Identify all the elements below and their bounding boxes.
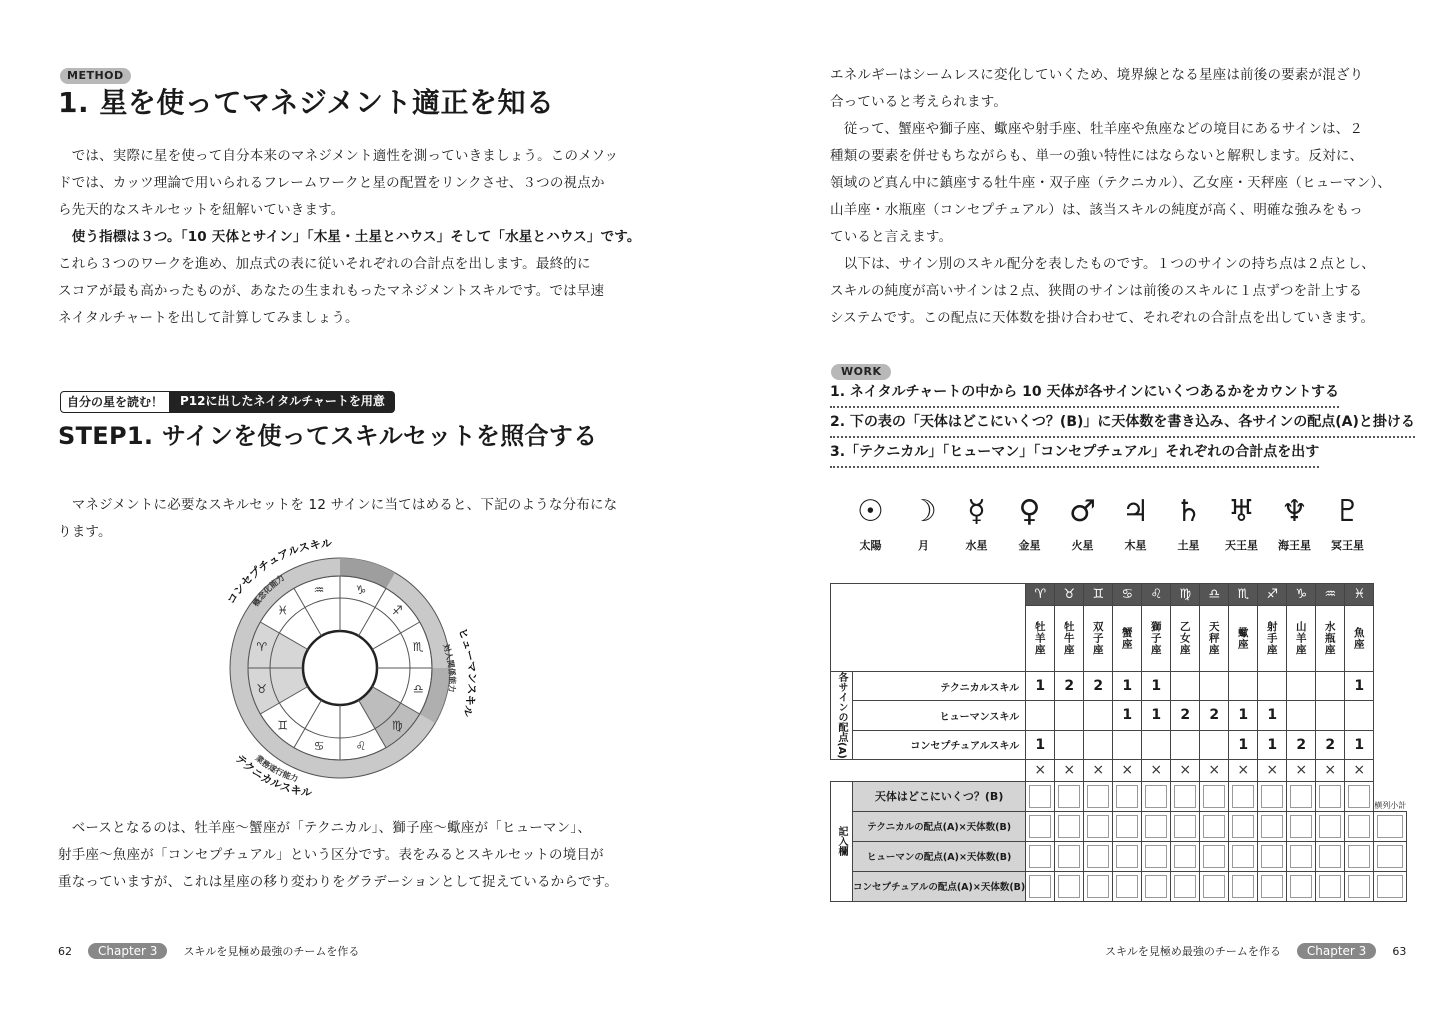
score-grid — [830, 583, 1407, 902]
product-input-box[interactable] — [1084, 811, 1113, 841]
work-tag: WORK — [831, 364, 891, 380]
product-input-box[interactable] — [1229, 811, 1258, 841]
zodiac-sign-icon: ♊ — [277, 718, 289, 733]
count-input-box[interactable] — [1229, 781, 1258, 811]
step-line: ります。 — [58, 524, 112, 540]
sign-name: 乙女座 — [1171, 606, 1200, 672]
work-step: 2. 下の表の「天体はどこにいくつ？(B)」に天体数を書き込み、各サインの配点(A)と掛ける — [830, 408, 1415, 438]
left-footer — [58, 943, 359, 959]
product-input-box[interactable] — [1113, 871, 1142, 901]
step-badge — [60, 391, 395, 413]
zodiac-sign-icon: ♐ — [391, 603, 403, 618]
sign-name: 射手座 — [1258, 606, 1287, 672]
point-cell — [1084, 701, 1113, 730]
skill-label: ヒューマンスキル — [853, 701, 1026, 730]
product-input-box[interactable] — [1258, 841, 1287, 871]
sign-name: 牡牛座 — [1055, 606, 1084, 672]
human-skill-label: ヒューマンスキル — [455, 626, 479, 719]
planet-name: 火星 — [1071, 539, 1094, 552]
sign-name: 水瓶座 — [1316, 606, 1345, 672]
point-cell: 2 — [1084, 672, 1113, 701]
product-input-box[interactable] — [1142, 841, 1171, 871]
point-cell: 1 — [1026, 672, 1055, 701]
point-cell — [1258, 672, 1287, 701]
point-cell: 2 — [1171, 701, 1200, 730]
work-steps — [830, 378, 1415, 468]
point-cell: 1 — [1142, 701, 1171, 730]
zodiac-sign-icon: ♈ — [256, 640, 268, 655]
product-input-box[interactable] — [1316, 811, 1345, 841]
zodiac-sign-icon: ♒ — [1316, 584, 1345, 606]
multiply-sign: × — [1316, 759, 1345, 781]
point-cell: 1 — [1229, 701, 1258, 730]
product-input-box[interactable] — [1055, 811, 1084, 841]
planet-saturn — [1162, 495, 1215, 553]
page-number: 63 — [1392, 944, 1407, 958]
count-input-box[interactable] — [1258, 781, 1287, 811]
method-tag: METHOD — [60, 68, 131, 84]
planet-pluto — [1321, 495, 1374, 553]
product-input-box[interactable] — [1113, 841, 1142, 871]
count-label: 天体はどこにいくつ？(B) — [853, 781, 1026, 811]
point-cell: 1 — [1345, 730, 1374, 759]
multiply-sign: × — [1229, 759, 1258, 781]
sign-name: 蟹座 — [1113, 606, 1142, 672]
chapter-pill: Chapter 3 — [1297, 943, 1376, 959]
point-cell — [1026, 701, 1055, 730]
moon-icon: ☽ — [910, 494, 937, 529]
point-cell: 2 — [1287, 730, 1316, 759]
mercury-icon: ☿ — [967, 494, 986, 529]
intro-line: ネイタルチャートを出して計算してみましょう。 — [58, 310, 359, 326]
multiply-sign: × — [1142, 759, 1171, 781]
planet-name: 金星 — [1018, 539, 1041, 552]
count-input-box[interactable] — [1084, 781, 1113, 811]
point-cell — [1287, 701, 1316, 730]
point-cell — [1055, 701, 1084, 730]
product-input-box[interactable] — [1171, 811, 1200, 841]
zodiac-sign-icon: ♌ — [1142, 584, 1171, 606]
times-row — [831, 759, 1407, 781]
product-input-box[interactable] — [1229, 841, 1258, 871]
scoring-table — [830, 583, 1407, 902]
neptune-icon: ♆ — [1281, 494, 1308, 529]
product-input-box[interactable] — [1171, 841, 1200, 871]
multiply-sign: × — [1258, 759, 1287, 781]
intro-line: ら先天的なスキルセットを紐解いていきます。 — [58, 202, 345, 218]
product-label: テクニカルの配点(A)×天体数(B) — [853, 811, 1026, 841]
point-cell — [1055, 730, 1084, 759]
right-line: 領域のど真ん中に鎮座する牡牛座・双子座（テクニカル）、乙女座・天秤座（ヒューマン）、 — [830, 175, 1392, 191]
subtotal-input-box[interactable] — [1374, 841, 1407, 871]
planet-mars — [1056, 495, 1109, 553]
point-cell — [1200, 730, 1229, 759]
planet-name: 月 — [918, 539, 929, 552]
product-input-box[interactable] — [1287, 871, 1316, 901]
count-input-box[interactable] — [1113, 781, 1142, 811]
product-row — [831, 841, 1407, 871]
right-line: ていると言えます。 — [830, 229, 953, 245]
planet-sun — [844, 495, 897, 553]
product-input-box[interactable] — [1026, 871, 1055, 901]
skill-wheel-diagram — [215, 535, 485, 805]
footer-title: スキルを見極め最強のチームを作る — [1105, 945, 1281, 958]
product-input-box[interactable] — [1026, 811, 1055, 841]
product-row — [831, 811, 1407, 841]
base-paragraph — [58, 815, 618, 896]
point-cell — [1229, 672, 1258, 701]
planet-uranus — [1215, 495, 1268, 553]
points-row — [831, 730, 1407, 759]
concept-skill-label: コンセプチュアルスキル — [224, 536, 333, 607]
footer-title: スキルを見極め最強のチームを作る — [183, 945, 360, 958]
right-line: 以下は、サイン別のスキル配分を表したものです。１つのサインの持ち点は２点とし、 — [830, 256, 1375, 272]
planet-name: 冥王星 — [1331, 539, 1364, 552]
venus-icon: ♀ — [1018, 494, 1041, 529]
point-cell: 1 — [1026, 730, 1055, 759]
product-input-box[interactable] — [1200, 871, 1229, 901]
svg-text:ヒューマンスキル — [455, 626, 478, 719]
zodiac-sign-icon: ♈ — [1026, 584, 1055, 606]
product-input-box[interactable] — [1200, 811, 1229, 841]
intro-line: スコアが最も高かったものが、あなたの生まれもったマネジメントスキルです。では早速 — [58, 283, 605, 299]
intro-line: これら３つのワークを進め、加点式の表に従いそれぞれの合計点を出します。最終的に — [58, 256, 591, 272]
planet-name: 海王星 — [1278, 539, 1311, 552]
step-badge-label: 自分の星を読む！ — [60, 391, 170, 413]
count-input-box[interactable] — [1316, 781, 1345, 811]
count-row — [831, 781, 1407, 811]
point-cell — [1084, 730, 1113, 759]
pluto-icon: ♇ — [1334, 494, 1361, 529]
concept-skill-sub: 概念化能力 — [251, 573, 287, 609]
sign-name: 獅子座 — [1142, 606, 1171, 672]
multiply-sign: × — [1084, 759, 1113, 781]
chapter-pill: Chapter 3 — [88, 943, 167, 959]
subtotal-label: 横列小計 — [1374, 800, 1407, 810]
intro-line: ドでは、カッツ理論で用いられるフレームワークと星の配置をリンクさせ、３つの視点か — [58, 175, 605, 191]
point-cell: 2 — [1200, 701, 1229, 730]
product-input-box[interactable] — [1316, 871, 1345, 901]
count-input-box[interactable] — [1345, 781, 1374, 811]
multiply-sign: × — [1055, 759, 1084, 781]
right-line: 山羊座・水瓶座（コンセプチュアル）は、該当スキルの純度が高く、明確な強みをもっ — [830, 202, 1363, 218]
skill-label: テクニカルスキル — [853, 672, 1026, 701]
zodiac-sign-icon: ♏ — [412, 640, 424, 655]
step-badge-note: P12に出したネイタルチャートを用意 — [170, 391, 395, 413]
intro-line-bold: 使う指標は３つ。「10 天体とサイン」「木星・土星とハウス」そして「水星とハウス」です。 — [58, 229, 641, 245]
point-cell — [1287, 672, 1316, 701]
product-input-box[interactable] — [1084, 841, 1113, 871]
step-line: マネジメントに必要なスキルセットを 12 サインに当てはめると、下記のような分布にな — [58, 497, 618, 513]
planet-name: 太陽 — [859, 539, 882, 552]
zodiac-sign-icon: ♏ — [1229, 584, 1258, 606]
point-cell — [1171, 672, 1200, 701]
product-input-box[interactable] — [1287, 811, 1316, 841]
point-cell — [1345, 701, 1374, 730]
product-input-box[interactable] — [1113, 811, 1142, 841]
sign-name: 双子座 — [1084, 606, 1113, 672]
planet-jupiter — [1109, 495, 1162, 553]
page-number: 62 — [58, 944, 72, 958]
product-input-box[interactable] — [1345, 841, 1374, 871]
subtotal-input-box[interactable] — [1374, 811, 1407, 841]
count-input-box[interactable] — [1055, 781, 1084, 811]
intro-line: では、実際に星を使って自分本来のマネジメント適性を測っていきましょう。このメソッ — [58, 148, 619, 164]
right-line: エネルギーはシームレスに変化していくため、境界線となる星座は前後の要素が混ざり — [830, 67, 1364, 83]
product-input-box[interactable] — [1345, 811, 1374, 841]
technical-skill-label: テクニカルスキル — [232, 751, 313, 800]
product-input-box[interactable] — [1345, 871, 1374, 901]
product-input-box[interactable] — [1229, 871, 1258, 901]
step-title: STEP1. サインを使ってスキルセットを照合する — [58, 422, 598, 450]
product-input-box[interactable] — [1026, 841, 1055, 871]
multiply-sign: × — [1200, 759, 1229, 781]
point-cell: 1 — [1258, 730, 1287, 759]
base-line: ベースとなるのは、牡羊座〜蟹座が「テクニカル」、獅子座〜蠍座が「ヒューマン」、 — [58, 820, 592, 836]
uranus-icon: ♅ — [1228, 494, 1255, 529]
zodiac-sign-icon: ♍ — [1171, 584, 1200, 606]
jupiter-icon: ♃ — [1122, 494, 1149, 529]
zodiac-sign-icon: ♐ — [1258, 584, 1287, 606]
base-line: 射手座〜魚座が「コンセプチュアル」という区分です。表をみるとスキルセットの境目が — [58, 847, 604, 863]
skill-label: コンセプチュアルスキル — [853, 730, 1026, 759]
planet-legend — [844, 495, 1374, 553]
zodiac-sign-icon: ♒ — [313, 582, 325, 597]
product-row — [831, 871, 1407, 901]
work-step: 3.「テクニカル」「ヒューマン」「コンセプチュアル」それぞれの合計点を出す — [830, 438, 1319, 468]
sign-name: 魚座 — [1345, 606, 1374, 672]
point-cell: 1 — [1113, 701, 1142, 730]
product-label: コンセプチュアルの配点(A)×天体数(B) — [853, 871, 1026, 901]
subtotal-input-box[interactable] — [1374, 871, 1407, 901]
point-cell — [1142, 730, 1171, 759]
zodiac-sign-icon: ♍ — [391, 718, 403, 733]
right-line: 従って、蟹座や獅子座、蠍座や射手座、牡羊座や魚座などの境目にあるサインは、２ — [830, 121, 1364, 137]
point-cell — [1113, 730, 1142, 759]
point-cell: 1 — [1229, 730, 1258, 759]
product-input-box[interactable] — [1142, 871, 1171, 901]
zodiac-sign-icon: ♊ — [1084, 584, 1113, 606]
zodiac-sign-icon: ♑ — [355, 582, 367, 597]
multiply-sign: × — [1113, 759, 1142, 781]
planet-venus — [1003, 495, 1056, 553]
sign-name: 蠍座 — [1229, 606, 1258, 672]
zodiac-sign-icon: ♓ — [277, 603, 289, 618]
point-cell — [1171, 730, 1200, 759]
sign-name: 山羊座 — [1287, 606, 1316, 672]
product-label: ヒューマンの配点(A)×天体数(B) — [853, 841, 1026, 871]
right-line: 種類の要素を併せもちながらも、単一の強い特性にはならないと解釈します。反対に、 — [830, 148, 1364, 164]
sign-name: 牡羊座 — [1026, 606, 1055, 672]
product-input-box[interactable] — [1258, 871, 1287, 901]
multiply-sign: × — [1171, 759, 1200, 781]
right-line: システムです。この配点に天体数を掛け合わせて、それぞれの合計点を出していきます。 — [830, 310, 1375, 326]
base-line: 重なっていますが、これは星座の移り変わりをグラデーションとして捉えているからです。 — [58, 874, 618, 890]
point-cell: 1 — [1142, 672, 1171, 701]
zodiac-sign-icon: ♌ — [355, 739, 367, 754]
planet-mercury — [950, 495, 1003, 553]
zodiac-sign-icon: ♓ — [1345, 584, 1374, 606]
planet-name: 土星 — [1177, 539, 1200, 552]
zodiac-sign-icon: ♎ — [1200, 584, 1229, 606]
point-cell — [1200, 672, 1229, 701]
count-input-box[interactable] — [1142, 781, 1171, 811]
points-row — [831, 701, 1407, 730]
zodiac-sign-icon: ♋ — [313, 739, 325, 754]
product-input-box[interactable] — [1171, 871, 1200, 901]
saturn-icon: ♄ — [1175, 494, 1202, 529]
work-step: 1. ネイタルチャートの中から 10 天体が各サインにいくつあるかをカウントする — [830, 378, 1339, 408]
point-cell: 1 — [1113, 672, 1142, 701]
planet-name: 木星 — [1124, 539, 1147, 552]
product-input-box[interactable] — [1316, 841, 1345, 871]
point-cell: 2 — [1055, 672, 1084, 701]
product-input-box[interactable] — [1258, 811, 1287, 841]
zodiac-sign-icon: ♉ — [256, 681, 268, 696]
count-input-box[interactable] — [1026, 781, 1055, 811]
product-input-box[interactable] — [1084, 871, 1113, 901]
point-cell — [1316, 701, 1345, 730]
count-input-box[interactable] — [1171, 781, 1200, 811]
zodiac-sign-icon: ♋ — [1113, 584, 1142, 606]
product-input-box[interactable] — [1287, 841, 1316, 871]
right-line: スキルの純度が高いサインは２点、狭間のサインは前後のスキルに１点ずつを計上する — [830, 283, 1363, 299]
intro-paragraph — [58, 143, 641, 332]
multiply-sign: × — [1287, 759, 1316, 781]
planet-neptune — [1268, 495, 1321, 553]
sign-name: 天秤座 — [1200, 606, 1229, 672]
product-input-box[interactable] — [1200, 841, 1229, 871]
product-input-box[interactable] — [1055, 871, 1084, 901]
count-input-box[interactable] — [1200, 781, 1229, 811]
point-cell: 1 — [1258, 701, 1287, 730]
point-cell — [1316, 672, 1345, 701]
technical-skill-sub: 業務遂行能力 — [253, 753, 300, 784]
points-row — [831, 672, 1407, 701]
point-cell: 2 — [1316, 730, 1345, 759]
planet-name: 天王星 — [1225, 539, 1258, 552]
right-line: 合っていると考えられます。 — [830, 94, 1008, 110]
zodiac-sign-icon: ♑ — [1287, 584, 1316, 606]
human-skill-sub: 対人関係能力 — [441, 642, 457, 693]
mars-icon: ♂ — [1069, 494, 1096, 529]
right-paragraph — [830, 62, 1391, 332]
sun-icon: ☉ — [857, 494, 884, 529]
multiply-sign: × — [1345, 759, 1374, 781]
point-cell: 1 — [1345, 672, 1374, 701]
zodiac-sign-icon: ♉ — [1055, 584, 1084, 606]
points-side-label: 各サインの配点(A) — [831, 672, 853, 760]
zodiac-sign-icon: ♎ — [412, 681, 424, 696]
sign-symbol-row — [831, 584, 1407, 606]
count-input-box[interactable] — [1287, 781, 1316, 811]
blank-cell — [831, 759, 1026, 781]
corner-cell — [831, 584, 1026, 672]
planet-name: 水星 — [965, 539, 988, 552]
product-input-box[interactable] — [1142, 811, 1171, 841]
page-title: 1. 星を使ってマネジメント適正を知る — [58, 86, 555, 119]
product-input-box[interactable] — [1055, 841, 1084, 871]
right-footer — [1105, 943, 1406, 959]
planet-moon — [897, 495, 950, 553]
entry-side-label: 記入欄 — [831, 781, 853, 901]
multiply-sign: × — [1026, 759, 1055, 781]
